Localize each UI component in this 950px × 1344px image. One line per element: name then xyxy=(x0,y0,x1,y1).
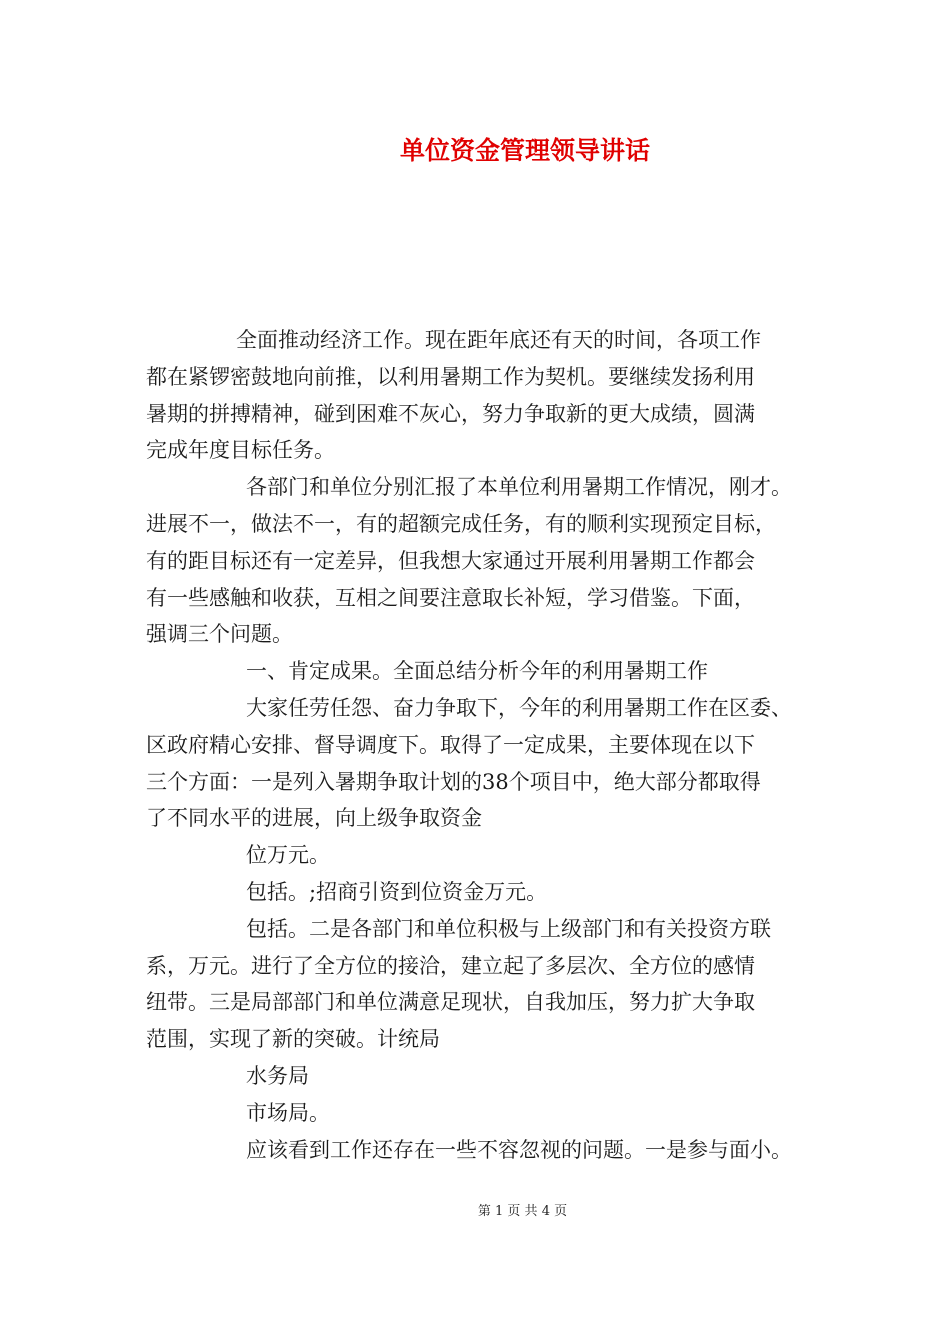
paragraph-line: 全面推动经济工作。现在距年底还有天的时间，各项工作 xyxy=(236,328,761,352)
paragraph-line: 包括。二是各部门和单位积极与上级部门和有关投资方联 xyxy=(246,916,771,941)
paragraph-line: 位万元。 xyxy=(246,843,330,868)
paragraph-line: 包括。;招商引资到位资金万元。 xyxy=(246,879,548,904)
paragraph-line: 各部门和单位分别汇报了本单位利用暑期工作情况，刚才。 xyxy=(246,475,792,500)
paragraph-line: 市场局。 xyxy=(246,1100,330,1125)
paragraph-line: 纽带。三是局部部门和单位满意足现状，自我加压，努力扩大争取 xyxy=(146,990,755,1015)
document-body xyxy=(146,322,810,1168)
paragraph-line: 区政府精心安排、督导调度下。取得了一定成果，主要体现在以下 xyxy=(146,732,755,757)
paragraph-line: 都在紧锣密鼓地向前推，以利用暑期工作为契机。要继续发扬利用 xyxy=(146,364,755,389)
document-title: 单位资金管理领导讲话 xyxy=(399,136,650,165)
paragraph-line: 了不同水平的进展，向上级争取资金 xyxy=(146,806,482,831)
paragraph-line: 水务局 xyxy=(246,1063,309,1088)
paragraph-line: 范围，实现了新的突破。计统局 xyxy=(146,1027,440,1052)
paragraph-line: 强调三个问题。 xyxy=(146,622,293,647)
paragraph-line: 有的距目标还有一定差异，但我想大家通过开展利用暑期工作都会 xyxy=(146,548,755,573)
paragraph-line: 有一些感触和收获，互相之间要注意取长补短，学习借鉴。下面， xyxy=(146,585,755,610)
paragraph-line: 三个方面：一是列入暑期争取计划的38个项目中，绝大部分都取得 xyxy=(146,769,761,794)
paragraph-line: 完成年度目标任务。 xyxy=(146,438,335,463)
page-indicator: 第 1 页 共 4 页 xyxy=(477,1204,568,1219)
paragraph-line: 进展不一，做法不一，有的超额完成任务，有的顺利实现预定目标， xyxy=(146,511,776,536)
section-heading: 一、肯定成果。全面总结分析今年的利用暑期工作 xyxy=(246,659,708,684)
paragraph-line: 应该看到工作还存在一些不容忽视的问题。一是参与面小。 xyxy=(246,1137,792,1162)
paragraph-line: 系，万元。进行了全方位的接洽，建立起了多层次、全方位的感情 xyxy=(146,953,755,978)
paragraph-line: 大家任劳任怨、奋力争取下，今年的利用暑期工作在区委、 xyxy=(246,695,792,720)
paragraph-line: 暑期的拼搏精神，碰到困难不灰心，努力争取新的更大成绩，圆满 xyxy=(146,401,755,426)
